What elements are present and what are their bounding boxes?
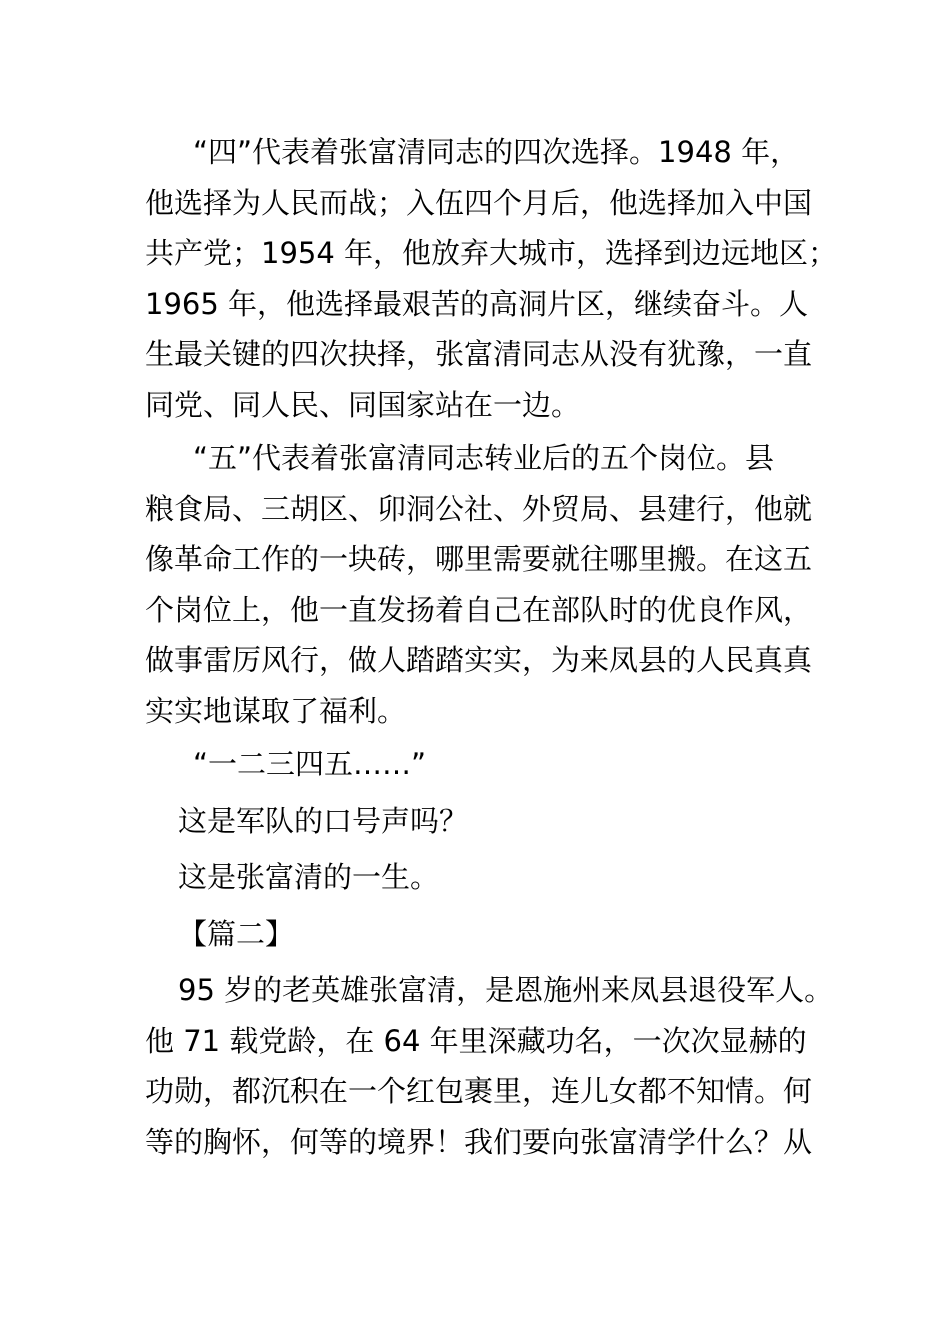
text-line: 个岗位上，他一直发扬着自己在部队时的优良作风， xyxy=(145,592,813,627)
text-line: 像革命工作的一块砖，哪里需要就往哪里搬。在这五 xyxy=(145,542,813,576)
paragraph-four-choices xyxy=(145,127,838,430)
text-line: 生最关键的四次抉择，张富清同志从没有犹豫，一直 xyxy=(145,337,813,371)
text-line: 功勋，都沉积在一个红包裹里，连儿女都不知情。何 xyxy=(145,1074,813,1108)
text-line: 等的胸怀，何等的境界！我们要向张富清学什么？从 xyxy=(145,1124,813,1159)
text-line: 1965 年，他选择最艰苦的高洞片区，继续奋斗。人 xyxy=(145,286,809,321)
text-line: “五”代表着张富清同志转业后的五个岗位。县 xyxy=(193,441,775,475)
text-line: 共产党；1954 年，他放弃大城市，选择到边远地区； xyxy=(145,236,838,270)
body-text xyxy=(145,127,838,1170)
text-line: “四”代表着张富清同志的四次选择。1948 年， xyxy=(193,135,800,169)
paragraph-five-posts xyxy=(145,433,813,736)
paragraph-hero-intro xyxy=(145,965,834,1167)
paragraph-answer xyxy=(145,852,810,903)
text-line: 【篇二】 xyxy=(178,916,295,951)
text-line: 实实地谋取了福利。 xyxy=(145,693,407,728)
text-line: 同党、同人民、同国家站在一边。 xyxy=(145,387,581,422)
text-line: 粮食局、三胡区、卯洞公社、外贸局、县建行，他就 xyxy=(145,491,813,526)
text-line: 做事雷厉风行，做人踏踏实实，为来凤县的人民真真 xyxy=(145,643,813,677)
text-line: 这是军队的口号声吗？ xyxy=(178,803,469,838)
text-line: “一二三四五……” xyxy=(193,747,427,781)
text-line: 他选择为人民而战；入伍四个月后，他选择加入中国 xyxy=(145,185,813,220)
paragraph-count xyxy=(145,739,810,790)
text-line: 95 岁的老英雄张富清，是恩施州来凤县退役军人。 xyxy=(178,973,834,1007)
paragraph-question xyxy=(145,796,810,847)
text-line: 他 71 载党龄，在 64 年里深藏功名，一次次显赫的 xyxy=(145,1023,807,1058)
text-line: 这是张富清的一生。 xyxy=(178,860,440,894)
paragraph-section-heading xyxy=(145,909,810,960)
